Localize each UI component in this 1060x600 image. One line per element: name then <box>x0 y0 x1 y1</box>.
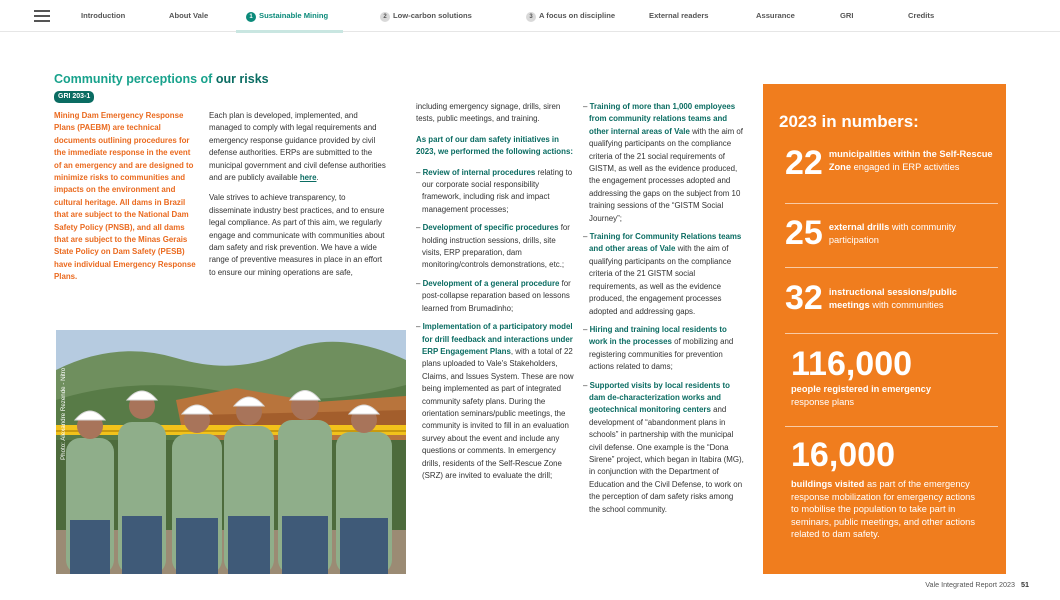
nav-label: Low-carbon solutions <box>393 11 472 20</box>
item-text: relating to our corporate social responsibility framework, including risk and impact management processes; <box>422 167 573 214</box>
stat-divider <box>785 203 998 204</box>
measures-paragraph: including emergency signage, drills, siren tests, public meetings, and training. <box>416 102 561 124</box>
item-text: with the aim of qualifying participants on the compliance criteria of the 21 social requirements of GISTM, as well as the evidence produced, the engagement processes adopted and addressing the gaps on the subject from 10 training sessions of the “GISTM Social Journey”; <box>589 126 743 223</box>
stat-description <box>829 281 999 311</box>
stat-divider <box>785 267 998 268</box>
list-item: – Hiring and training local residents to work in the processes of mobilizing and registering communities for prevention actions related to dams; <box>583 324 734 372</box>
stat-bold: people registered in emergency <box>791 384 932 394</box>
stat-number: 16,000 <box>791 436 895 474</box>
stat-text: as part of the emergency response mobilization for emergency actions to mobilise the population to take part in seminars, public meetings, and other actions related to dam safety. <box>791 479 975 540</box>
column-actions-1 <box>416 101 576 488</box>
item-title: Supported visits by local residents to dam de-characterization works and geotechnical monitoring centers <box>589 380 730 415</box>
nav-label: Introduction <box>81 11 126 20</box>
item-title: Training for Community Relations teams and other areas of Vale <box>589 232 742 254</box>
item-title: Hiring and training local residents to work in the processes <box>589 324 727 347</box>
stat-text: engaged in ERP activities <box>851 161 960 172</box>
column-intro <box>54 110 199 292</box>
item-title: Development of specific procedures <box>422 223 559 233</box>
nav-label: About Vale <box>169 11 209 20</box>
actions-intro: As part of our dam safety initiatives in 2023, we performed the following actions: <box>416 134 573 157</box>
page-title <box>54 72 269 86</box>
stat-bold: municipalities within the Self-Rescue Zone <box>828 149 993 172</box>
erp-link[interactable]: here <box>299 173 317 183</box>
stat-text: with community participation <box>828 222 956 245</box>
stat-number: 22 <box>785 144 823 182</box>
nav-label: Sustainable Mining <box>259 11 329 20</box>
column-actions-2 <box>583 101 745 522</box>
stat-item <box>785 146 999 180</box>
nav-low-carbon-solutions[interactable] <box>380 0 472 32</box>
plans-text-end: . <box>316 173 319 183</box>
title-emphasis: our risks <box>215 72 269 86</box>
photo-credit: Photo: Alexandre Rezende - Nitro <box>60 367 67 460</box>
nav-assurance[interactable] <box>756 0 795 32</box>
stat-description <box>829 216 999 246</box>
list-item: – Training for Community Relations teams and other areas of Vale with the aim of qualifying participants on the compliance criteria of the 21 GISTM social requirements, as well as the evidence produced, the engagement processes adopted and addressing gaps. <box>583 232 742 316</box>
stats-title: 2023 in numbers: <box>779 112 919 131</box>
nav-introduction[interactable] <box>81 0 125 32</box>
nav-gri[interactable] <box>840 0 854 32</box>
item-text: for holding instruction sessions, drills, site visits, ERP preparation, dam monitoring/controls demonstrations, etc.; <box>422 223 570 270</box>
nav-number-badge: 2 <box>380 12 390 22</box>
nav-label: External readers <box>649 11 709 20</box>
stat-text: with communities <box>869 299 944 310</box>
menu-icon[interactable] <box>34 10 50 22</box>
item-text: for post-collapse reparation based on lessons learned from Brumadinho; <box>422 278 571 313</box>
item-text: of mobilizing and registering communities for prevention actions related to dams; <box>589 337 734 372</box>
plans-paragraph <box>209 110 389 184</box>
list-item: – Development of a general procedure for post-collapse reparation based on lessons learned from Brumadinho; <box>416 278 571 313</box>
stat-text: response plans <box>791 396 855 407</box>
item-text: and development of “abandonment plans in schools” in partnership with the municipal civil defense. One example is the “Dona Sirene” project, which began in Itabira (MG), in conjunction with the Department of Education and the Civil Defense, to work on the perception of dam safety risks among the school community. <box>589 405 744 514</box>
nav-label: GRI <box>840 11 854 20</box>
item-text: , with a total of 22 plans uploaded to Vale's Stakeholders, Claims, and Issues System. These are now being implemented as part of integrated community safety plans. During the orientation seminars/public meetings, the community is invited to fill in an evaluation survey about the event and include any questions or comments. In emergency drills, residents of the Self-Rescue Zone (SRZ) are invited to evaluate the drill; <box>422 346 574 480</box>
list-item: – Development of specific procedures for holding instruction sessions, drills, site visits, ERP preparation, dam monitoring/controls demonstrations, etc.; <box>416 223 570 270</box>
nav-sustainable-mining[interactable] <box>246 0 328 32</box>
stat-item <box>785 281 999 315</box>
nav-external-readers[interactable] <box>649 0 709 32</box>
list-item: – Review of internal procedures relating to our corporate social responsibility framework, including risk and impact management processes; <box>416 167 573 214</box>
item-title: Development of a general procedure <box>422 278 560 288</box>
item-title: Implementation of a participatory model for drill feedback and interactions under ERP Engagement Plans <box>422 322 573 356</box>
list-item: – Implementation of a participatory model for drill feedback and interactions under ERP Engagement Plans, with a total of 22 plans uploaded to Vale's Stakeholders, Claims, and Issues System. These are now being implemented as part of integrated community safety plans. During the orientation seminars/public meetings, the community is invited to fill in an evaluation survey about the event and include any questions or comments. In emergency drills, residents of the Self-Rescue Zone (SRZ) are invited to evaluate the drill; <box>416 322 574 480</box>
nav-number-badge: 1 <box>246 12 256 22</box>
stat-item <box>785 216 999 250</box>
nav-label: Credits <box>908 11 935 20</box>
item-text: with the aim of qualifying participants on the compliance criteria of the 21 GISTM social requirements, as well as the evidence produced, the engagement processes adopted and addressing gaps. <box>589 244 732 316</box>
stat-number: 116,000 <box>791 345 913 383</box>
stat-number: 32 <box>785 279 823 317</box>
stat-number: 25 <box>785 214 823 252</box>
report-title: Vale Integrated Report 2023 <box>925 580 1015 589</box>
page-number: 51 <box>1021 580 1029 589</box>
page-footer <box>925 580 1029 589</box>
stat-description <box>829 146 999 173</box>
intro-paragraph: Mining Dam Emergency Response Plans (PAEBM) are technical documents outlining procedures for the immediate response in the event of an emergency and are designed to minimize risks to communities and impacts on the environment and cultural heritage. All dams in Brazil that are subject to the National Dam Safety Policy (PNSB), and all dams that are subject to the Minas Gerais State Policy on Dam Safety (PESB) have individual Emergency Response Plans. <box>54 111 196 282</box>
nav-label: A focus on discipline <box>539 11 616 20</box>
stat-bold: external drills <box>828 222 890 232</box>
nav-about-vale[interactable] <box>169 0 208 32</box>
stat-description <box>791 478 981 541</box>
list-item: – Training of more than 1,000 employees from community relations teams and other internal areas of Vale with the aim of qualifying participants on the compliance criteria of the 21 social requirements of GISTM, as well as the evidence produced, the engagement processes adopted and addressing the gaps on the subject from 10 training sessions of the “GISTM Social Journey”; <box>583 102 743 223</box>
item-title: Review of internal procedures <box>422 167 536 177</box>
list-item: – Supported visits by local residents to dam de-characterization works and geotechnical monitoring centers and development of “abandonment plans in schools” in partnership with the municipal civil defense. One example is the “Dona Sirene” project, which began in Itabira (MG), in conjunction with the Department of Education and the Civil Defense, to work on the perception of dam safety risks among the school community. <box>583 380 744 514</box>
team-photo <box>56 330 406 574</box>
title-text: Community perceptions of <box>54 72 216 86</box>
nav-label: Assurance <box>756 11 795 20</box>
top-navigation <box>0 0 1060 32</box>
active-tab-indicator <box>236 30 343 33</box>
column-plans <box>209 110 389 287</box>
plans-text: Each plan is developed, implemented, and managed to comply with legal requirements and emergency response guidance provided by civil defense authorities. ERPs are submitted to the municipal government and civil defense authorities and are publicly available <box>209 111 386 183</box>
stat-divider <box>785 333 998 334</box>
stat-bold: instructional sessions/public meetings <box>828 287 957 310</box>
stats-panel <box>763 84 1006 574</box>
nav-credits[interactable] <box>908 0 934 32</box>
transparency-paragraph: Vale strives to achieve transparency, to disseminate industry best practices, and to ensure legal compliance. As part of this aim, we regularly engage and communicate with communities about dam safety and risk prevention. We have a wide range of preventive measures in place in an effort to ensure our mining operations are safe, <box>209 193 385 277</box>
stat-bold: buildings visited <box>791 479 865 489</box>
stat-description <box>791 383 1005 408</box>
nav-focus-on-discipline[interactable] <box>526 0 615 32</box>
stat-item <box>791 347 1005 408</box>
photo-illustration <box>56 330 406 574</box>
gri-badge[interactable]: GRI 203-1 <box>54 91 94 103</box>
nav-number-badge: 3 <box>526 12 536 22</box>
stat-divider <box>785 426 998 427</box>
stat-item <box>791 438 981 541</box>
item-title: Training of more than 1,000 employees from community relations teams and other internal areas of Vale <box>589 102 736 136</box>
